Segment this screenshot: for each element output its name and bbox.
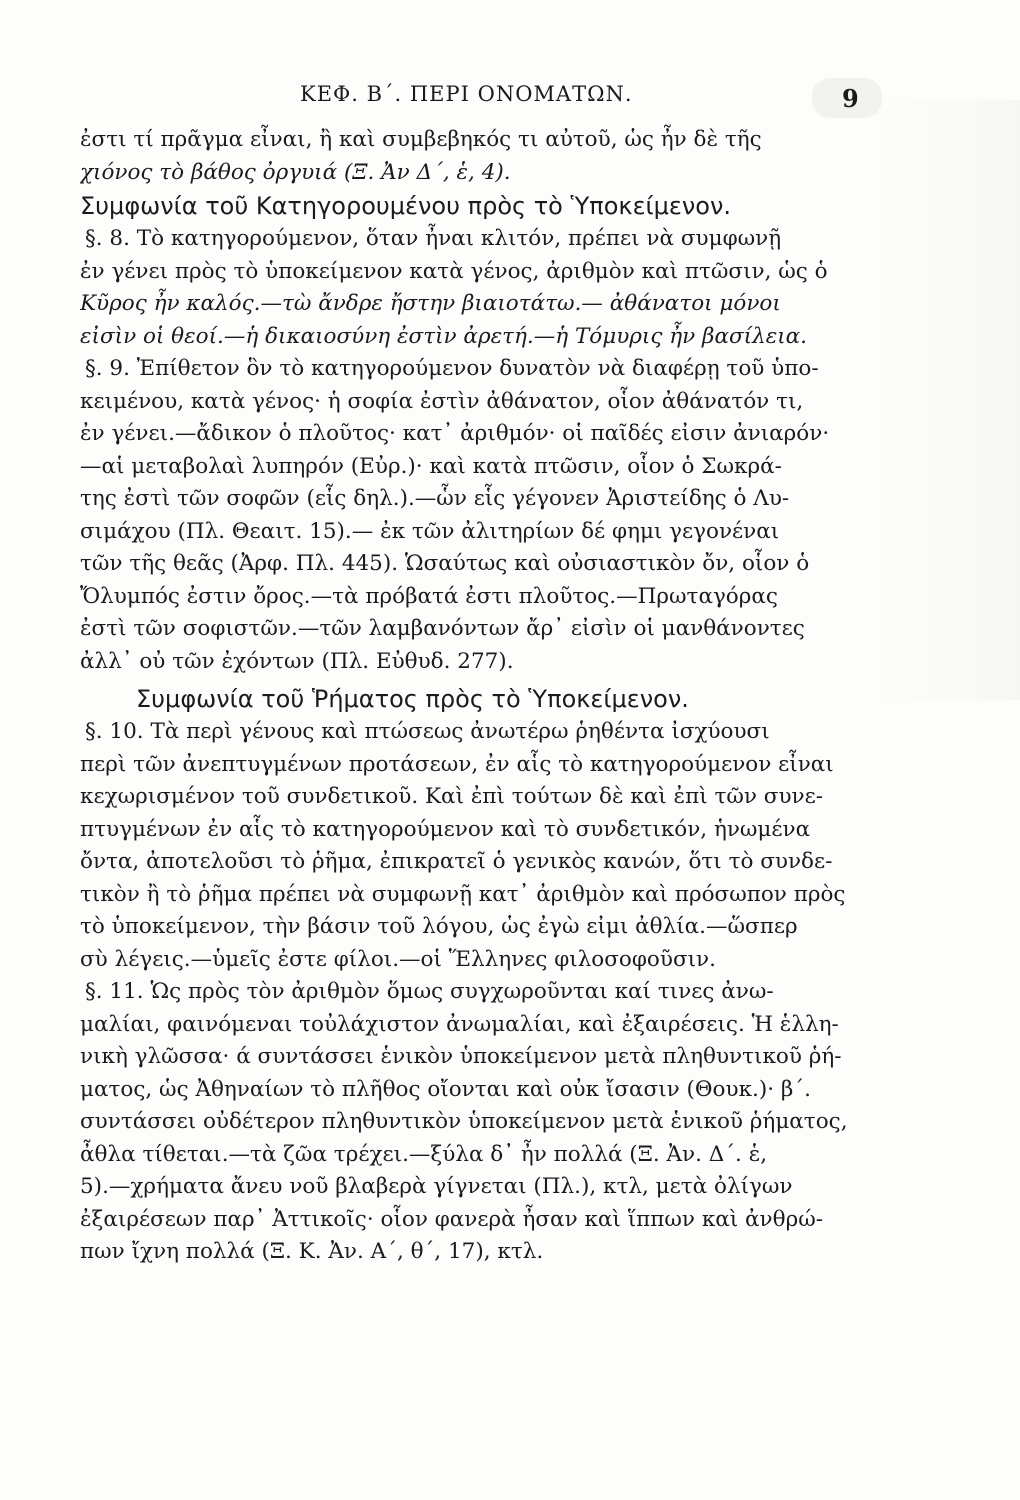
text-line: Ὄλυμπός ἐστιν ὄρος.—τὰ πρόβατά ἐστι πλοῦτος.—Πρωταγόρας — [80, 583, 778, 609]
text-line: ἆθλα τίθεται.—τὰ ζῶα τρέχει.—ξύλα δ᾽ ἦν πολλά (Ξ. Ἀν. Δ΄. ἑ, — [80, 1141, 768, 1167]
page-number: 9 — [842, 84, 859, 113]
paragraph-10-start: §. 10. Τὰ περὶ γένους καὶ πτώσεως ἀνωτέρω ῥηθέντα ἰσχύουσι — [85, 719, 770, 744]
facing-page-bleed — [870, 100, 1020, 700]
text-line: 5).—χρήματα ἄνευ νοῦ βλαβερὰ γίγνεται (Πλ.), κτλ, μετὰ ὀλίγων — [80, 1174, 793, 1199]
text-line: —αἱ μεταβολαὶ λυπηρόν (Εὐρ.)· καὶ κατὰ πτῶσιν, οἷον ὁ Σωκρά- — [80, 453, 782, 479]
text-line: ἀλλ᾽ οὐ τῶν ἐχόντων (Πλ. Εὐθυδ. 277). — [80, 648, 514, 674]
paragraph-9-start: §. 9. Ἐπίθετον ὃν τὸ κατηγορούμενον δυνατὸν νὰ διαφέρῃ τοῦ ὑπο- — [85, 356, 819, 381]
text-line: περὶ τῶν ἀνεπτυγμένων προτάσεων, ἐν αἷς τὸ κατηγορούμενον εἶναι — [80, 751, 834, 777]
text-line: τὸ ὑποκείμενον, τὴν βάσιν τοῦ λόγου, ὡς ἐγὼ εἰμι ἀθλία.—ὥσπερ — [80, 914, 798, 939]
text-line: ἐστὶ τῶν σοφιστῶν.—τῶν λαμβανόντων ἄρ᾽ εἰσὶν οἱ μανθάνοντες — [80, 616, 805, 641]
text-line: σὺ λέγεις.—ὑμεῖς ἐστε φίλοι.—οἱ Ἕλληνες φιλοσοφοῦσιν. — [80, 946, 716, 972]
text-line: ἐξαιρέσεων παρ᾽ Ἀττικοῖς· οἷον φανερὰ ἦσαν καὶ ἵππων καὶ ἀνθρώ- — [80, 1206, 824, 1232]
text-line: συντάσσει οὐδέτερον πληθυντικὸν ὑποκείμενον μετὰ ἑνικοῦ ῥήματος, — [80, 1109, 848, 1134]
text-line: κειμένου, κατὰ γένος· ἡ σοφία ἐστὶν ἀθάνατον, οἷον ἀθάνατόν τι, — [80, 388, 804, 414]
text-line: πτυγμένων ἐν αἷς τὸ κατηγορούμενον καὶ τὸ συνδετικόν, ἡνωμένα — [80, 816, 811, 842]
text-line: ἐν γένει.—ἄδικον ὁ πλοῦτος· κατ᾽ ἀριθμόν· οἱ παῖδές εἰσιν ἀνιαρόν· — [80, 421, 830, 446]
body-text — [80, 124, 870, 1269]
text-line: ἐστι τί πρᾶγμα εἶναι, ἢ καὶ συμβεβηκός τι αὐτοῦ, ὡς ἦν δὲ τῆς — [80, 127, 762, 152]
text-line: σιμάχου (Πλ. Θεαιτ. 15).— ἐκ τῶν ἀλιτηρίων δέ φημι γεγονέναι — [80, 518, 780, 544]
text-line: ματος, ὡς Ἀθηναίων τὸ πλῆθος οἴονται καὶ οὐκ ἴσασιν (Θουκ.)· β΄. — [80, 1076, 811, 1102]
text-line: Κῦρος ἦν καλός.—τὼ ἄνδρε ἤστην βιαιοτάτω.— ἀθάνατοι μόνοι — [80, 291, 781, 316]
text-line: ὄντα, ἀποτελοῦσι τὸ ῥῆμα, ἐπικρατεῖ ὁ γενικὸς κανών, ὅτι τὸ συνδε- — [80, 849, 833, 874]
running-head: ΚΕΦ. Β΄. ΠΕΡΙ ΟΝΟΜΑΤΩΝ. — [300, 82, 633, 106]
text-line: μαλίαι, φαινόμεναι τοὐλάχιστον ἀνωμαλίαι, καὶ ἐξαιρέσεις. Ἡ ἑλλη- — [80, 1011, 839, 1037]
text-line: χιόνος τὸ βάθος ὀργυιά (Ξ. Ἀν Δ΄, ἑ, 4). — [80, 159, 511, 185]
section-heading-verb-agreement: Συμφωνία τοῦ Ῥήματος πρὸς τὸ Ὑποκείμενον. — [136, 685, 689, 713]
section-heading-predicate-agreement: Συμφωνία τοῦ Κατηγορουμένου πρὸς τὸ Ὑποκείμενον. — [80, 192, 732, 220]
text-line: της ἐστὶ τῶν σοφῶν (εἷς δηλ.).—ὧν εἷς γέγονεν Ἀριστείδης ὁ Λυ- — [80, 486, 790, 511]
paragraph-8-start: §. 8. Τὸ κατηγορούμενον, ὅταν ἦναι κλιτόν, πρέπει νὰ συμφωνῇ — [85, 226, 782, 251]
text-line: τῶν τῆς θεᾶς (Ἀρφ. Πλ. 445). Ὡσαύτως καὶ οὐσιαστικὸν ὄν, οἷον ὁ — [80, 551, 810, 576]
text-line: πων ἴχνη πολλά (Ξ. Κ. Ἀν. Α΄, θ΄, 17), κτλ. — [80, 1239, 544, 1264]
text-line: εἰσὶν οἱ θεοί.—ἡ δικαιοσύνη ἐστὶν ἀρετή.—ἡ Τόμυρις ἦν βασίλεια. — [80, 323, 808, 349]
text-line: ἐν γένει πρὸς τὸ ὑποκείμενον κατὰ γένος, ἀριθμὸν καὶ πτῶσιν, ὡς ὁ — [80, 258, 828, 284]
text-line: νικὴ γλῶσσα· ά συντάσσει ἑνικὸν ὑποκείμενον μετὰ πληθυντικοῦ ῥή- — [80, 1044, 842, 1069]
paragraph-11-start: §. 11. Ὡς πρὸς τὸν ἀριθμὸν ὅμως συγχωροῦνται καί τινες ἀνω- — [85, 979, 774, 1004]
text-line: τικὸν ἢ τὸ ῥῆμα πρέπει νὰ συμφωνῇ κατ᾽ ἀριθμὸν καὶ πρόσωπον πρὸς — [80, 881, 846, 907]
text-line: κεχωρισμένον τοῦ συνδετικοῦ. Καὶ ἐπὶ τούτων δὲ καὶ ἐπὶ τῶν συνε- — [80, 784, 824, 809]
